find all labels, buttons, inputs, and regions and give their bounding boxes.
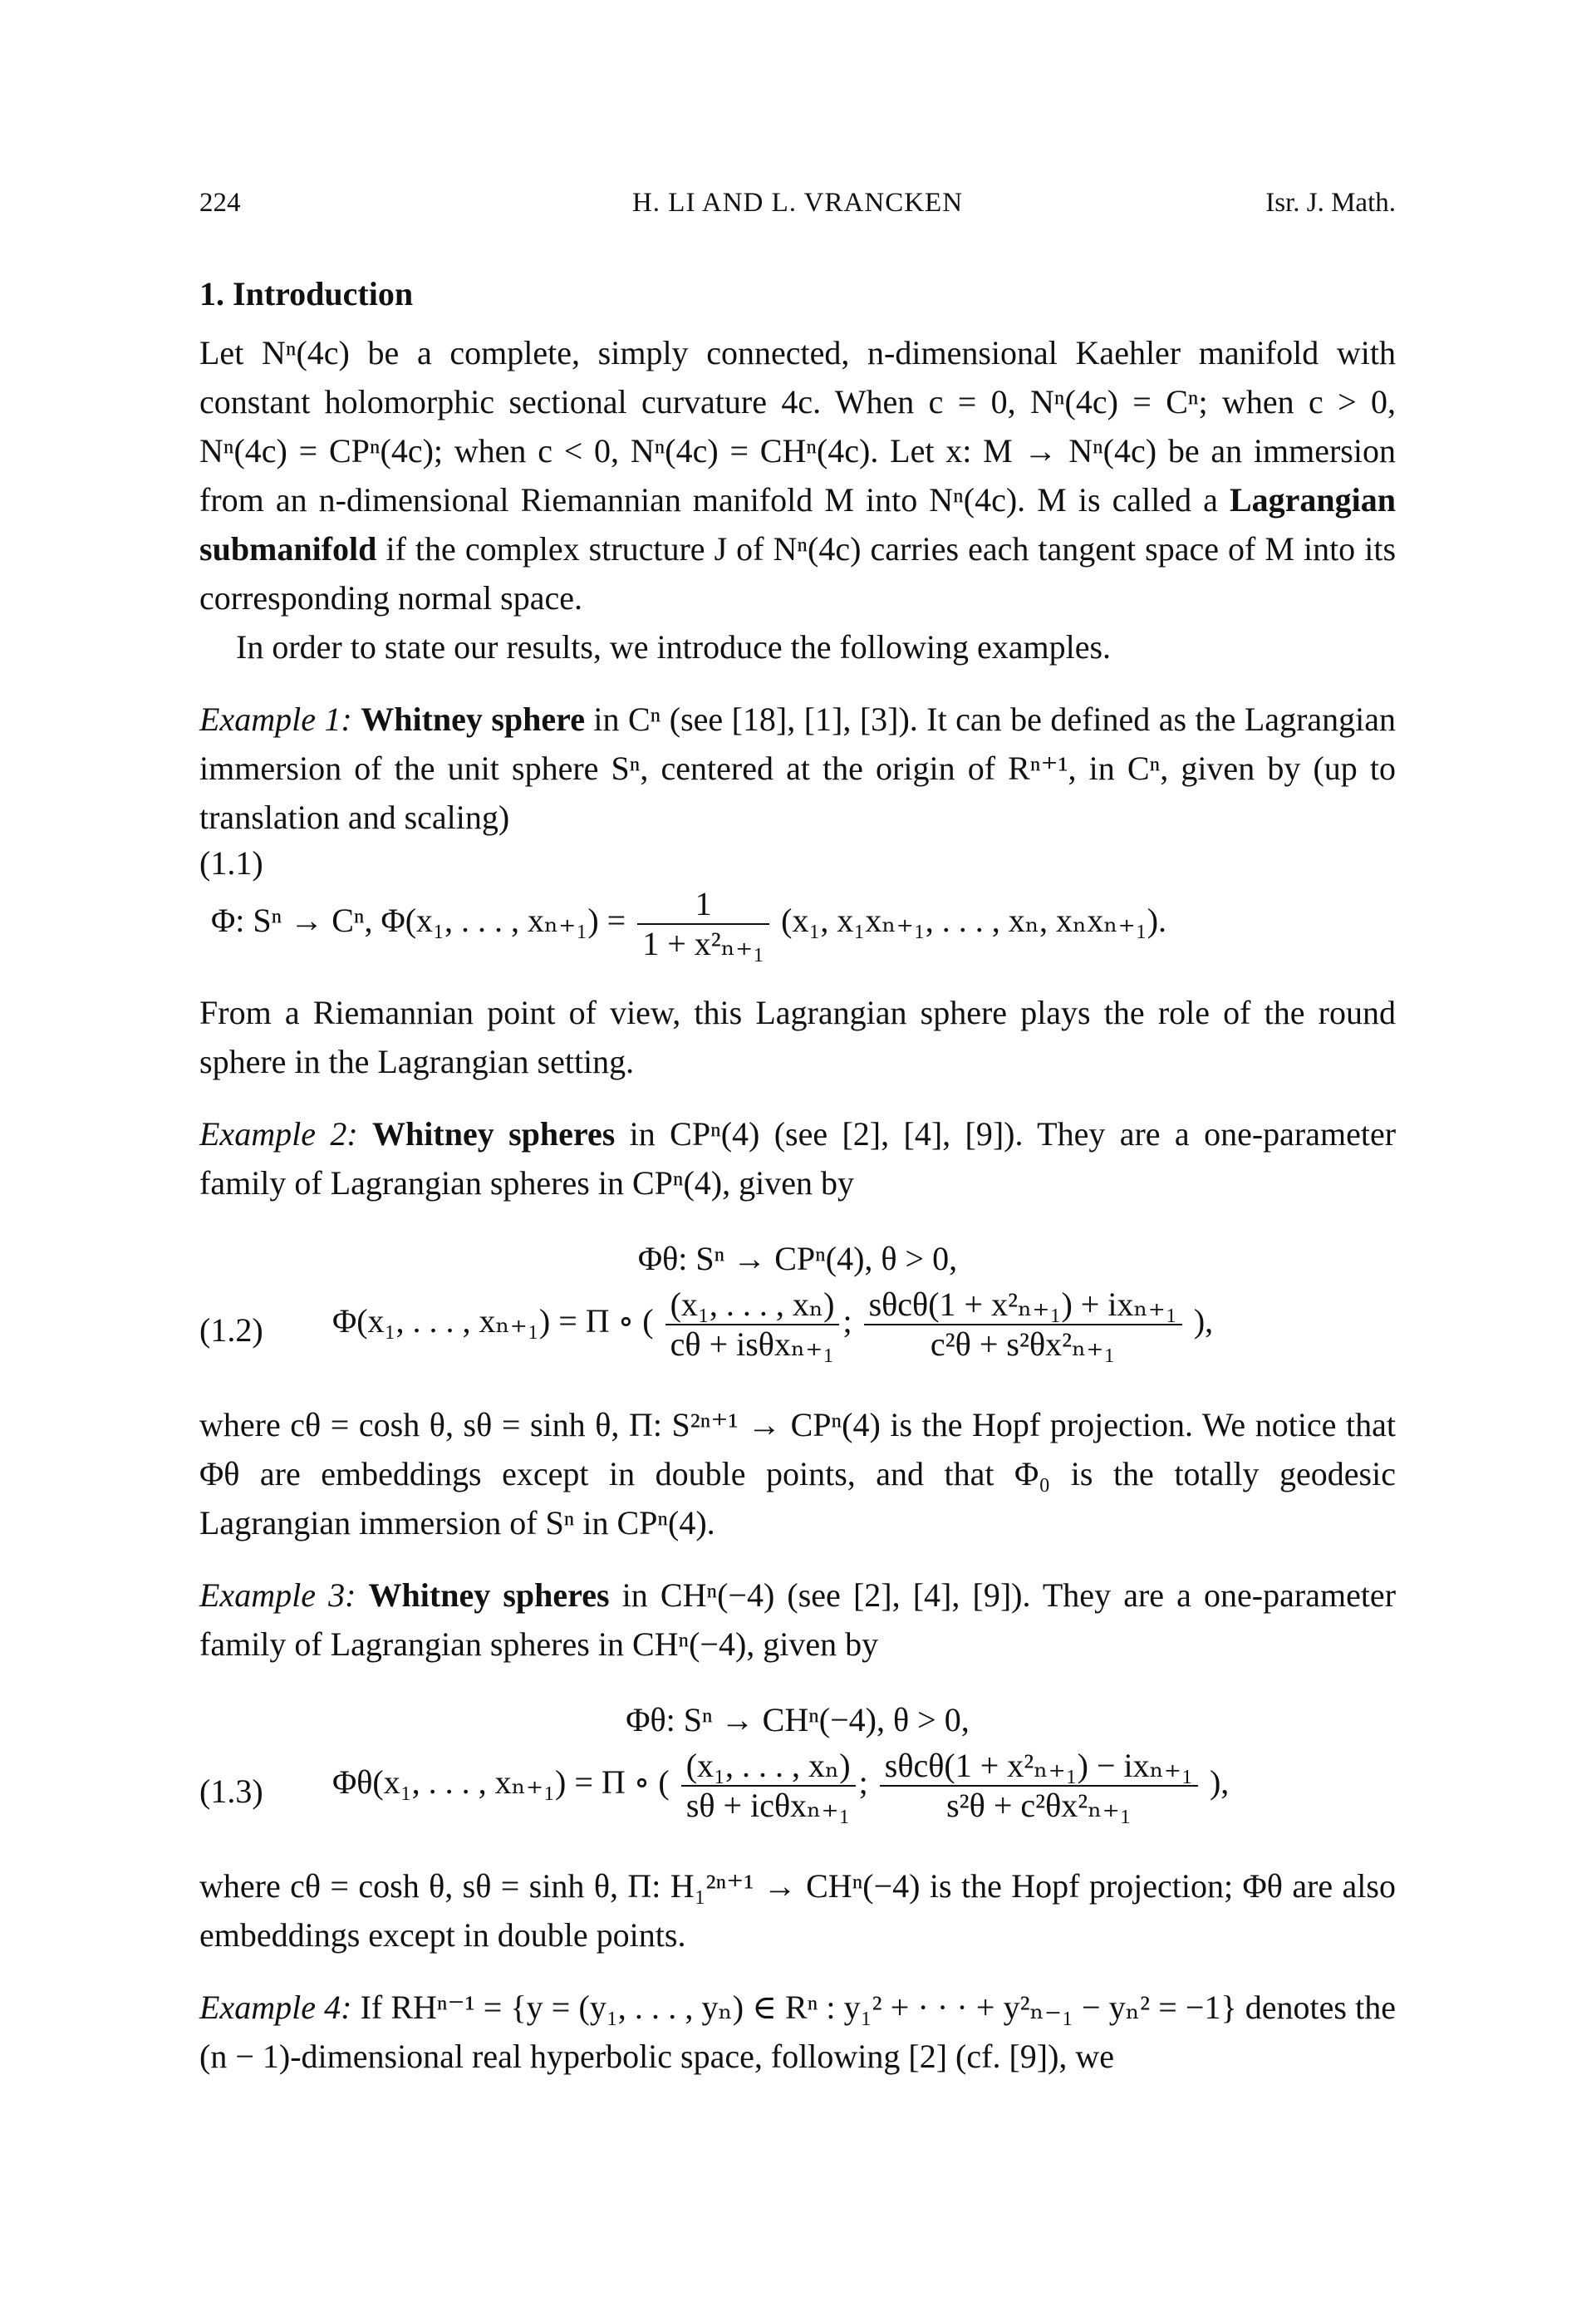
example-1: Example 1: Whitney sphere in Cⁿ (see [18], [1], [3]). It can be defined as the Lagrangian immersion of the unit sphere Sⁿ, centered at the origin of Rⁿ⁺¹, in Cⁿ, given by (up to translation and scaling): [199, 701, 1397, 836]
equation-1-3-head: Φθ: Sⁿ → CHⁿ(−4), θ > 0,: [626, 1701, 970, 1738]
equation-1-1: Φ: Sⁿ → Cⁿ, Φ(x₁, . . . , xₙ₊₁) = $\frac{1}{\text{1 + x²ₙ₊₁}}$ (x₁, x₁xₙ₊₁, . . . , xₙ, xₙxₙ₊₁).: [211, 885, 1167, 962]
running-head-journal: Isr. J. Math.: [1265, 188, 1396, 218]
intro-paragraph-2: In order to state our results, we introduce the following examples.: [236, 628, 1112, 666]
example-1-label: Example 1:: [199, 701, 352, 738]
page-number: 224: [199, 188, 241, 218]
lagrangian-term: Lagrangian submanifold: [199, 481, 1396, 568]
equation-1-3: (1.3) Φθ(x₁, . . . , xₙ₊₁) = Π ∘ ( $\frac{\text{(x₁, . . . , xₙ)}}{\text{sθ + icθxₙ₊₁}}$ ; $\frac{\text{sθcθ(1 + x²ₙ₊₁) − ixₙ₊₁}}{\text{s²θ + c²θx²ₙ₊₁}}$ ),: [199, 1747, 1230, 1824]
example-4-label: Example 4:: [199, 1989, 352, 2026]
equation-1-1-fraction: $\frac{1}{\text{1 + x²ₙ₊₁}}$: [637, 885, 769, 963]
running-head-authors: H. LI AND L. VRANCKEN: [631, 188, 964, 218]
intro-paragraph-1: Let Nⁿ(4c) be a complete, simply connected, n-dimensional Kaehler manifold with constant holomorphic sectional curvature 4c. When c = 0, Nⁿ(4c) = Cⁿ; when c > 0, Nⁿ(4c) = CPⁿ(4c); when c < 0, Nⁿ(4c) = CHⁿ(4c). Let x: M → Nⁿ(4c) be an immersion from an n-dimensional Riemannian manifold M into Nⁿ(4c). M is called a Lagrangian submanifold if the complex structure J of Nⁿ(4c) carries each tangent space of M into its corresponding normal space.: [199, 334, 1397, 617]
example-2: Example 2: Whitney spheres in CPⁿ(4) (see [2], [4], [9]). They are a one-parameter family of Lagrangian spheres in CPⁿ(4), given by: [199, 1115, 1397, 1202]
equation-1-3-number: (1.3): [199, 1773, 263, 1810]
example-1-remark: From a Riemannian point of view, this Lagrangian sphere plays the role of the round sphere in the Lagrangian setting.: [199, 994, 1396, 1080]
section-title: 1. Introduction: [199, 275, 414, 312]
example-2-remark: where cθ = cosh θ, sθ = sinh θ, Π: S²ⁿ⁺¹ → CPⁿ(4) is the Hopf projection. We notice that Φθ are embeddings except in double points, and that Φ₀ is the totally geodesic Lagrangian immersion of Sⁿ in CPⁿ(4).: [199, 1406, 1396, 1541]
paper-page: [199, 188, 1396, 2081]
equation-1-2-number: (1.2): [199, 1311, 263, 1349]
equation-1-1-number: (1.1): [199, 844, 263, 882]
equation-1-2-head: Φθ: Sⁿ → CPⁿ(4), θ > 0,: [637, 1240, 958, 1277]
running-head: [199, 188, 1396, 238]
equation-1-2: (1.2) Φ(x₁, . . . , xₙ₊₁) = Π ∘ ( $\frac{\text{(x₁, . . . , xₙ)}}{\text{cθ + isθxₙ₊₁}}$ ; $\frac{\text{sθcθ(1 + x²ₙ₊₁) + ixₙ₊₁}}{\text{c²θ + s²θx²ₙ₊₁}}$ ),: [199, 1286, 1214, 1363]
example-4: Example 4: If RHⁿ⁻¹ = {y = (y₁, . . . , yₙ) ∈ Rⁿ : y₁² + · · · + y²ₙ₋₁ − yₙ² = −1} denotes the (n − 1)-dimensional real hyperbolic space, following [2] (cf. [9]), we: [199, 1989, 1397, 2075]
example-2-label: Example 2:: [199, 1115, 358, 1153]
example-3-remark: where cθ = cosh θ, sθ = sinh θ, Π: H₁²ⁿ⁺¹ → CHⁿ(−4) is the Hopf projection; Φθ are also embeddings except in double points.: [199, 1867, 1396, 1954]
example-3: Example 3: Whitney spheres in CHⁿ(−4) (see [2], [4], [9]). They are a one-parameter family of Lagrangian spheres in CHⁿ(−4), given by: [199, 1576, 1397, 1663]
example-3-label: Example 3:: [199, 1576, 356, 1614]
